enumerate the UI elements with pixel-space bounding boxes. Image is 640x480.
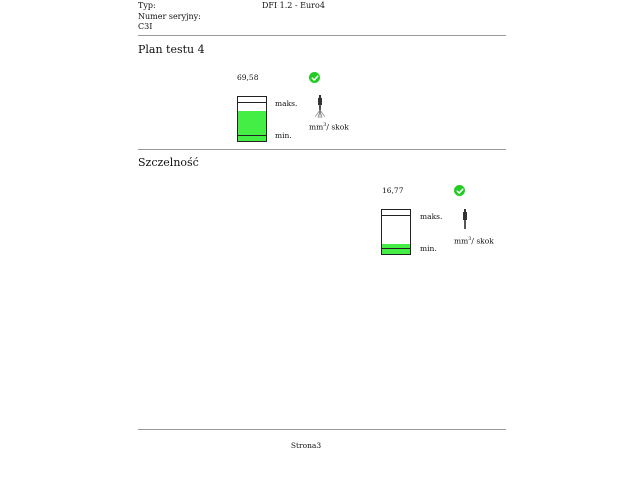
measured-value: 69,58: [237, 73, 259, 82]
gauge-max-line: [382, 215, 410, 216]
unit-label: $mm^3/$ skok: [454, 236, 494, 246]
gauge-fill: [382, 244, 410, 254]
gauge-fill: [238, 111, 266, 141]
injector-icon: [458, 209, 472, 237]
unit-label: $mm^3/$ skok: [309, 122, 349, 132]
serial-value: C3I: [138, 22, 153, 31]
check-circle-icon: [309, 72, 320, 83]
serial-label: Numer seryjny:: [138, 12, 201, 21]
gauge-max-line: [238, 102, 266, 103]
max-label: maks.: [275, 99, 298, 108]
type-value: DFI 1.2 - Euro4: [262, 1, 325, 10]
measured-value: 16,77: [382, 186, 404, 195]
gauge-min-line: [382, 248, 410, 249]
section-title: Szczelność: [138, 156, 199, 169]
section-title: Plan testu 4: [138, 43, 205, 56]
divider: [138, 429, 506, 430]
check-circle-icon: [454, 185, 465, 196]
gauge-min-line: [238, 135, 266, 136]
min-label: min.: [420, 244, 437, 253]
level-gauge: [237, 96, 267, 142]
injector-spray-icon: [313, 95, 327, 123]
min-label: min.: [275, 131, 292, 140]
max-label: maks.: [420, 212, 443, 221]
divider: [138, 35, 506, 36]
level-gauge: [381, 209, 411, 255]
page-number: Strona3: [290, 441, 322, 450]
type-label: Typ:: [138, 1, 156, 10]
divider: [138, 149, 506, 150]
